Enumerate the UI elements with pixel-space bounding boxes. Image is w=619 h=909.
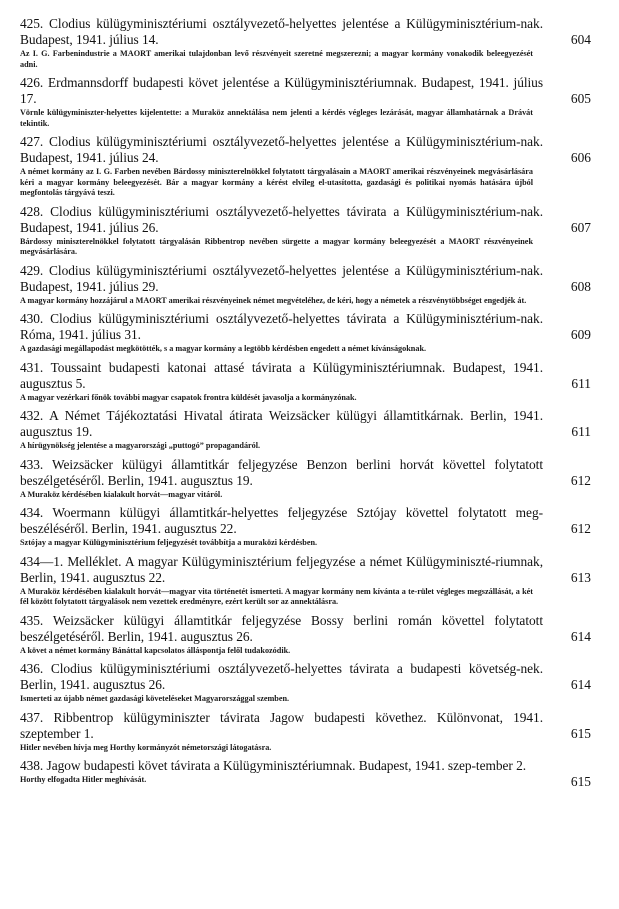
toc-entry <box>20 710 591 754</box>
entry-page-number: 615 <box>570 725 591 741</box>
entry-summary: Ismerteti az újabb német gazdasági követeléseket Magyarországgal szemben. <box>20 694 290 703</box>
entry-title: 432. A Német Tájékoztatási Hivatal átirata Weizsäcker külügyi államtitkárnak. Berlin, 1941. augusztus 19. <box>20 408 543 439</box>
toc-entry <box>20 263 591 307</box>
entry-summary: Sztójay a magyar Külügyminisztérium feljegyzését továbbítja a muraközi kérdésben. <box>20 538 318 547</box>
toc-entry <box>20 758 591 789</box>
toc-entry <box>20 16 591 70</box>
entry-summary: Hitler nevében hívja meg Horthy kormányzót németországi látogatásra. <box>20 742 272 752</box>
entry-page-number: 607 <box>570 219 591 235</box>
entry-summary: A hírügynökség jelentése a magyarországi „puttogó” propagandáról. <box>20 441 261 450</box>
entry-title: 428. Clodius külügyminisztériumi osztályvezető-helyettes távirata a Külügyminisztérium-nak. Budapest, 1941. július 26. <box>20 203 543 235</box>
entry-title: 427. Clodius külügyminisztériumi osztályvezető-helyettes jelentése a Külügyminisztérium-nak. Budapest, 1941. július 24. <box>20 134 543 165</box>
entry-page-number: 608 <box>570 278 591 294</box>
entry-page-number: 604 <box>570 32 591 47</box>
entry-title: 435. Weizsäcker külügyi államtitkár feljegyzése Bossy berlini román követtel folytatott beszélgetéséről. Berlin, 1941. augusztus 26. <box>20 612 543 644</box>
entry-page-number: 613 <box>570 569 591 585</box>
entry-title: 433. Weizsäcker külügyi államtitkár feljegyzése Benzon berlini horvát követtel folytatott beszélgetéséről. Berlin, 1941. augusztus 19. <box>20 456 543 488</box>
entry-page-number: 609 <box>570 327 591 342</box>
toc-entry <box>20 311 591 355</box>
toc-entry <box>20 75 591 129</box>
entry-summary: Bárdossy miniszterelnökkel folytatott tárgyalásán Ribbentrop nevében sürgette a magyar kormány beleegyezését a MAORT részvényeinek megvásárlására. <box>20 236 533 256</box>
entry-page-number: 614 <box>570 677 591 692</box>
entry-summary: A német kormány az I. G. Farben nevében Bárdossy miniszterelnökkel folytatott tárgyalásain a MAORT amerikai részvényeinek megvásárlására kéri a magyar kormány beleegyezését. Bár a magyar kormány a kérést elvileg el-utasította, gazdasági és politikai nyomás hatására újból megfontolás tárgyává teszi. <box>20 167 533 197</box>
toc-entry <box>20 360 591 404</box>
toc-entry <box>20 554 591 608</box>
entry-title: 425. Clodius külügyminisztériumi osztályvezető-helyettes jelentése a Külügyminisztérium-nak. Budapest, 1941. július 14. <box>20 16 543 47</box>
entry-page-number: 605 <box>570 91 591 106</box>
entry-page-number: 606 <box>570 150 591 165</box>
entry-summary: A magyar vezérkari főnök további magyar csapatok frontra küldését javasolja a kormányzónak. <box>20 392 357 402</box>
entry-summary: Vörnle külügyminiszter-helyettes kijelentette: a Muraköz annektálása nem jelenti a kérdés végleges lezárását, magyar államhatárnak a Drávát tekintik. <box>20 108 533 128</box>
toc-entry <box>20 661 591 705</box>
toc-entry <box>20 505 591 549</box>
toc-entry <box>20 134 591 199</box>
entry-summary: A Muraköz kérdésében kialakult horvát—magyar vitáról. <box>20 489 223 499</box>
toc-entry <box>20 613 591 657</box>
entry-title: 437. Ribbentrop külügyminiszter távirata Jagow budapesti követhez. Különvonat, 1941. szeptember 1. <box>20 709 543 741</box>
entry-page-number: 612 <box>570 521 591 536</box>
entry-page-number: 614 <box>570 628 591 644</box>
entry-summary: Horthy elfogadta Hitler meghívását. <box>20 775 147 784</box>
entry-title: 430. Clodius külügyminisztériumi osztályvezető-helyettes távirata a Külügyminisztérium-nak. Róma, 1941. július 31. <box>20 311 543 342</box>
entry-page-number: 612 <box>570 472 591 488</box>
entry-summary: Az I. G. Farbenindustrie a MAORT amerikai tulajdonban levő részvényeit szeretné megszerezni; a magyar kormány vonakodik beleegyezését adni. <box>20 49 533 69</box>
toc-entry <box>20 408 591 452</box>
entry-summary: A követ a német kormány Bánáttal kapcsolatos álláspontja felől tudakozódik. <box>20 645 291 655</box>
entry-summary: A gazdasági megállapodást megkötötték, s a magyar kormány a legtöbb kérdésben engedett a német kívánságoknak. <box>20 344 427 353</box>
toc-entry <box>20 457 591 501</box>
entry-page-number: 615 <box>570 774 591 789</box>
entry-summary: A magyar kormány hozzájárul a MAORT amerikai részvényeinek német megvételéhez, de kéri, hogy a németek a részvénytöbbséget engedjék át. <box>20 295 527 305</box>
entry-title: 434—1. Melléklet. A magyar Külügyminisztérium feljegyzése a német Külügyminiszté-riumnak, Berlin, 1941. augusztus 22. <box>20 553 543 585</box>
entry-title: 426. Erdmannsdorff budapesti követ jelentése a Külügyminisztériumnak. Budapest, 1941. július 17. <box>20 75 543 106</box>
entry-title: 429. Clodius külügyminisztériumi osztályvezető-helyettes jelentése a Külügyminisztérium-nak. Budapest, 1941. július 29. <box>20 262 543 294</box>
entry-page-number: 611 <box>571 375 591 391</box>
toc-entry <box>20 204 591 258</box>
entry-title: 438. Jagow budapesti követ távirata a Külügyminisztériumnak. Budapest, 1941. szep-tember 2. <box>20 758 527 773</box>
entry-page-number: 611 <box>571 424 591 439</box>
entry-title: 436. Clodius külügyminisztériumi osztályvezető-helyettes távirata a budapesti követség-nek. Berlin, 1941. augusztus 26. <box>20 661 543 692</box>
entry-summary: A Muraköz kérdésében kialakult horvát—magyar vita történetét ismerteti. A magyar kormány nem kívánta a te-rület végleges megszállását, a két fél között folytatott tárgyalások nem vezettek eredményre, ezért került sor az annektálásra. <box>20 586 533 606</box>
entry-title: 434. Woermann külügyi államtitkár-helyettes feljegyzése Sztójay követtel folytatott meg-beszéléséről. Berlin, 1941. augusztus 22. <box>20 505 543 536</box>
entry-title: 431. Toussaint budapesti katonai attasé távirata a Külügyminisztériumnak. Budapest, 1941. augusztus 5. <box>20 359 543 391</box>
